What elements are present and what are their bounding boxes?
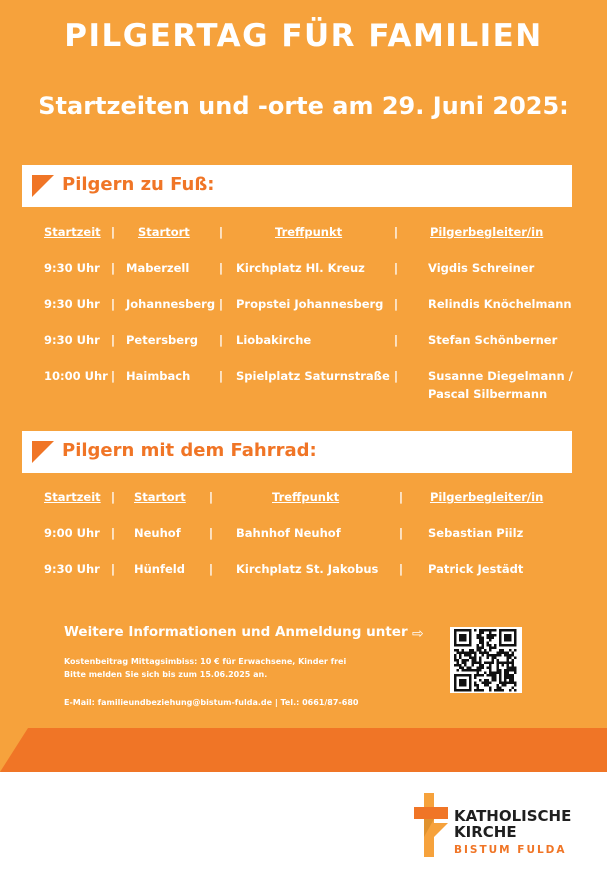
section-fuss-bar [22, 165, 572, 207]
logo-line-katholische: KATHOLISCHE [454, 807, 572, 825]
qr-code-icon[interactable] [450, 627, 522, 693]
separator: | [110, 333, 116, 347]
section-fahrrad-label: Pilgern mit dem Fahrrad: [62, 440, 317, 461]
row-zeit: 9:30 Uhr [44, 261, 100, 275]
separator: | [110, 369, 116, 383]
header-treffpunkt: Treffpunkt [275, 225, 343, 239]
separator: | [398, 526, 404, 540]
table-row [0, 526, 607, 546]
row-ort: Haimbach [126, 369, 191, 383]
separator: | [218, 333, 224, 347]
table-row [0, 297, 607, 317]
separator: | [208, 562, 214, 576]
table-row [0, 369, 607, 401]
row-begleiter: Vigdis Schreiner [428, 261, 535, 275]
cross-logo-icon [414, 793, 448, 857]
info-register-line: Bitte melden Sie sich bis zum 15.06.2025 an. [64, 670, 268, 679]
separator: | [218, 369, 224, 383]
separator: | [110, 526, 116, 540]
row-begleiter: Patrick Jestädt [428, 562, 524, 576]
row-begleiter-second: Pascal Silbermann [428, 387, 548, 401]
separator: | [393, 333, 399, 347]
row-ort: Neuhof [134, 526, 181, 540]
triangle-icon [32, 175, 54, 197]
row-zeit: 9:30 Uhr [44, 562, 100, 576]
separator: | [393, 369, 399, 383]
info-contact-line: E-Mail: familieundbeziehung@bistum-fulda.de | Tel.: 0661/87-680 [64, 698, 359, 707]
row-zeit: 9:00 Uhr [44, 526, 100, 540]
separator: | [218, 225, 224, 239]
info-cost-line: Kostenbeitrag Mittagsimbiss: 10 € für Erwachsene, Kinder frei [64, 657, 347, 666]
header-startort: Startort [134, 490, 186, 504]
triangle-icon [32, 441, 54, 463]
separator: | [398, 490, 404, 504]
info-heading: Weitere Informationen und Anmeldung unter [64, 624, 408, 640]
row-ort: Maberzell [126, 261, 190, 275]
separator: | [218, 261, 224, 275]
row-treffpunkt: Spielplatz Saturnstraße [236, 369, 390, 383]
row-begleiter: Susanne Diegelmann / [428, 369, 573, 383]
row-zeit: 9:30 Uhr [44, 333, 100, 347]
separator: | [208, 526, 214, 540]
page-title: PILGERTAG FÜR FAMILIEN [64, 18, 543, 54]
row-zeit: 9:30 Uhr [44, 297, 100, 311]
section-fuss-label: Pilgern zu Fuß: [62, 174, 215, 195]
fahrrad-header-row [0, 490, 607, 510]
arrow-right-icon: ⇨ [412, 626, 424, 642]
separator: | [208, 490, 214, 504]
header-startzeit: Startzeit [44, 490, 101, 504]
row-ort: Hünfeld [134, 562, 185, 576]
table-row [0, 562, 607, 582]
row-treffpunkt: Propstei Johannesberg [236, 297, 384, 311]
separator: | [110, 225, 116, 239]
separator: | [393, 261, 399, 275]
row-begleiter: Stefan Schönberner [428, 333, 558, 347]
header-startzeit: Startzeit [44, 225, 101, 239]
section-fahrrad-bar [22, 431, 572, 473]
row-ort: Johannesberg [126, 297, 216, 311]
logo-line-bistum: BISTUM FULDA [454, 844, 567, 856]
separator: | [398, 562, 404, 576]
row-treffpunkt: Bahnhof Neuhof [236, 526, 341, 540]
page-subtitle: Startzeiten und -orte am 29. Juni 2025: [38, 92, 569, 120]
separator: | [218, 297, 224, 311]
row-ort: Petersberg [126, 333, 198, 347]
separator: | [393, 297, 399, 311]
table-row [0, 333, 607, 353]
header-begleiter: Pilgerbegleiter/in [430, 490, 544, 504]
logo-text [454, 808, 571, 856]
separator: | [110, 297, 116, 311]
header-treffpunkt: Treffpunkt [272, 490, 340, 504]
separator: | [110, 562, 116, 576]
row-begleiter: Sebastian Piilz [428, 526, 524, 540]
row-treffpunkt: Kirchplatz St. Jakobus [236, 562, 379, 576]
deep-orange-band [0, 728, 607, 772]
header-begleiter: Pilgerbegleiter/in [430, 225, 544, 239]
separator: | [110, 490, 116, 504]
logo-line-kirche: KIRCHE [454, 823, 517, 841]
header-startort: Startort [138, 225, 190, 239]
fuss-header-row [0, 225, 607, 245]
separator: | [110, 261, 116, 275]
row-begleiter: Relindis Knöchelmann [428, 297, 572, 311]
table-row [0, 261, 607, 281]
row-treffpunkt: Kirchplatz Hl. Kreuz [236, 261, 365, 275]
row-treffpunkt: Liobakirche [236, 333, 312, 347]
separator: | [393, 225, 399, 239]
row-zeit: 10:00 Uhr [44, 369, 108, 383]
